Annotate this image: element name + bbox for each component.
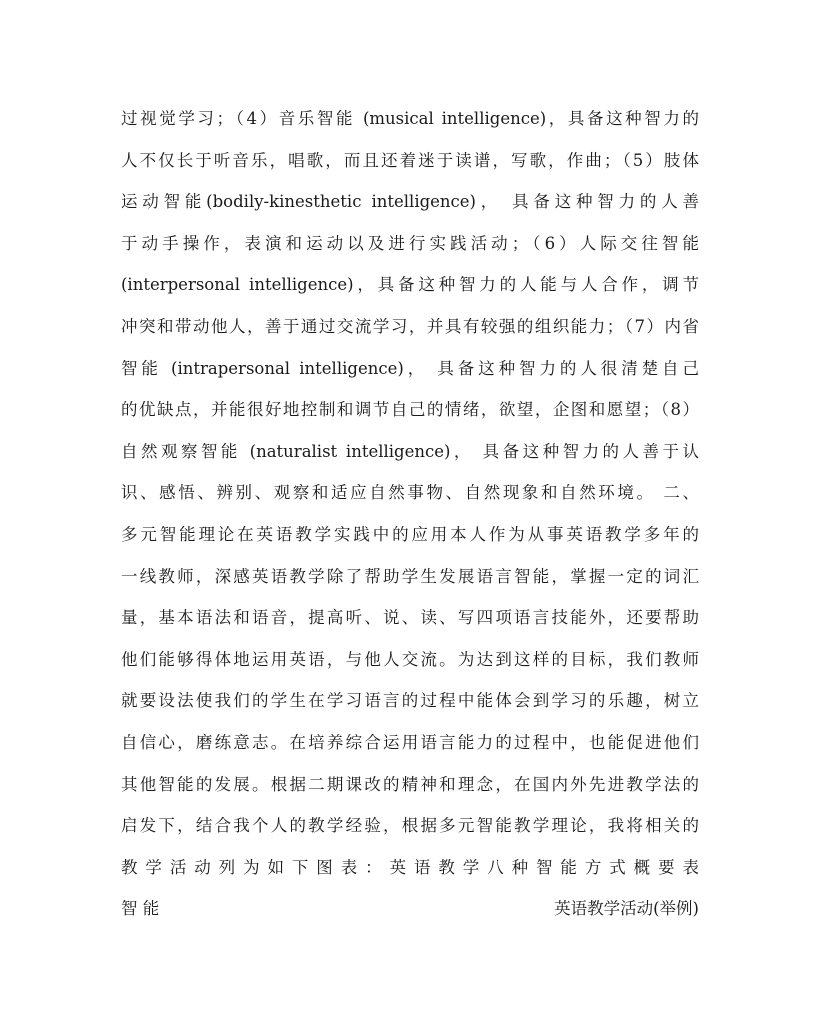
text-line: 自信心，磨练意志。在培养综合运用语言能力的过程中，也能促进他们	[121, 732, 699, 752]
text-line: 其他智能的发展。根据二期课改的精神和理念，在国内外先进教学法的	[121, 774, 699, 794]
text-line: 的优缺点，并能很好地控制和调节自己的情绪，欲望，企图和愿望；（8）	[121, 400, 699, 420]
text-line: 启发下，结合我个人的教学经验，根据多元智能教学理论，我将相关的	[121, 816, 699, 836]
text-line: 运动智能(bodily-kinesthetic intelligence)， 具备这种智力的人善	[121, 192, 699, 212]
text-line: 多元智能理论在英语教学实践中的应用本人作为从事英语教学多年的	[121, 524, 699, 544]
body-text	[121, 98, 699, 930]
table-header-line	[121, 888, 699, 930]
text-line: 教学活动列为如下图表：英语教学八种智能方式概要表	[121, 857, 699, 877]
table-header-activities: 英语教学活动(举例)	[554, 899, 699, 919]
text-line: 过视觉学习；（4）音乐智能 (musical intelligence)，具备这种智力的	[121, 109, 699, 128]
text-line: 智能 (intrapersonal intelligence)， 具备这种智力的人很清楚自己	[121, 358, 699, 378]
table-header-intelligence: 智 能	[121, 899, 160, 919]
text-line: 一线教师，深感英语教学除了帮助学生发展语言智能，掌握一定的词汇	[121, 566, 699, 586]
text-line: 冲突和带动他人，善于通过交流学习，并具有较强的组织能力；（7）内省	[121, 316, 699, 336]
text-line: 就要设法使我们的学生在学习语言的过程中能体会到学习的乐趣，树立	[121, 691, 699, 711]
text-line: 他们能够得体地运用英语，与他人交流。为达到这样的目标，我们教师	[121, 649, 699, 669]
text-line: 自然观察智能 (naturalist intelligence)， 具备这种智力的人善于认	[121, 441, 699, 461]
text-line: 于动手操作，表演和运动以及进行实践活动；（6）人际交往智能	[121, 233, 699, 253]
text-line: (interpersonal intelligence)，具备这种智力的人能与人合作，调节	[121, 275, 699, 295]
text-line: 量，基本语法和语音，提高听、说、读、写四项语言技能外，还要帮助	[121, 608, 699, 628]
text-line: 人不仅长于听音乐，唱歌，而且还着迷于读谱，写歌，作曲；（5）肢体	[121, 150, 699, 170]
text-line: 识、感悟、辨别、观察和适应自然事物、自然现象和自然环境。 二、	[121, 483, 699, 503]
